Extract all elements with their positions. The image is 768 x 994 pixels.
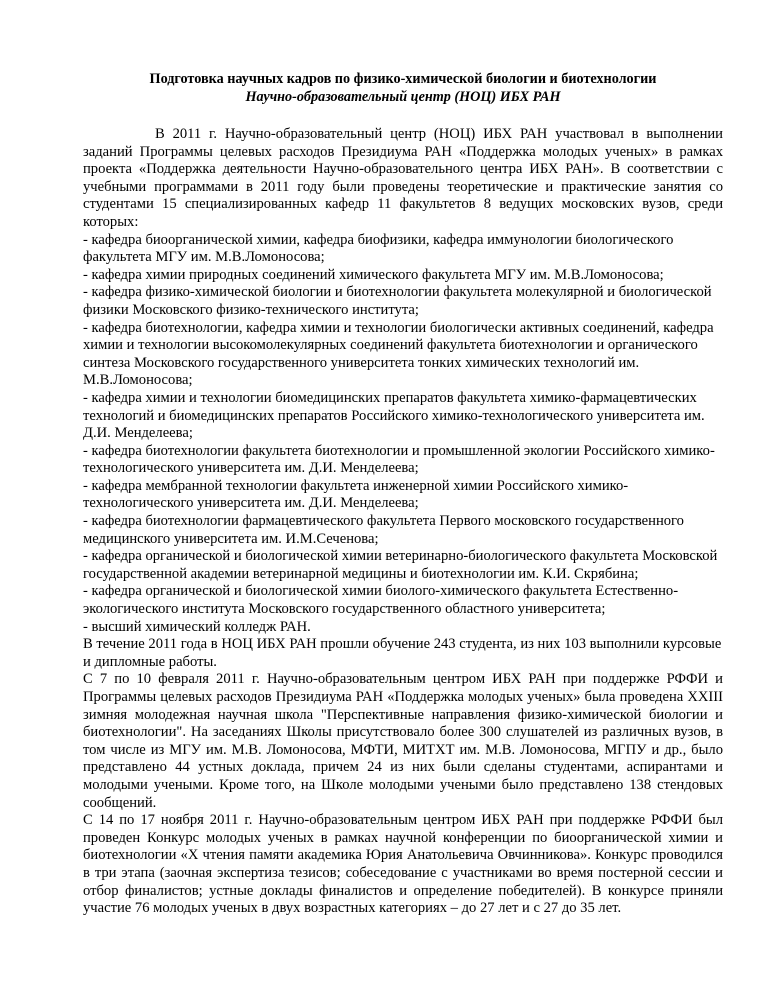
department-item: - кафедра химии и технологии биомедицинских препаратов факультета химико-фармацевтических технологий и биомедицинских препаратов Российского химико-технологического университета им. Д.И. Менделеева;	[83, 389, 705, 442]
department-item: - кафедра биотехнологии фармацевтического факультета Первого московского государственного медицинского университета им. И.М.Сеченова;	[83, 513, 684, 547]
department-item: - кафедра химии природных соединений химического факультета МГУ им. М.В.Ломоносова;	[83, 266, 664, 283]
department-item: - кафедра органической и биологической химии биолого-химического факультета Естественно-экологического института Московского государственного областного университета;	[83, 583, 679, 618]
department-item: - кафедра биотехнологии факультета биотехнологии и промышленной экологии Российского химико-технологического университета им. Д.И. Менделеева;	[83, 442, 715, 477]
school-paragraph: С 7 по 10 февраля 2011 г. Научно-образовательным центром ИБХ РАН при поддержке РФФИ и Программы целевых расходов Президиума РАН «Поддержка молодых ученых» была проведена XXIII зимняя молодежная научная школа "Перспективные направления физико-химической биологии и биотехнологии". На заседаниях Школы присутствовало более 300 слушателей из различных вузов, в том числе из МГУ им. М.В. Ломоносова, МФТИ, МИТХТ им. М.В. Ломоносова, МГПУ и др., было представлено 44 устных доклада, причем 24 из них были сделаны студентами, аспирантами и молодыми учеными. Кроме того, на Школе молодыми учеными было представлено 138 стендовых сообщений.	[83, 671, 723, 811]
department-item: - высший химический колледж РАН.	[83, 618, 311, 635]
contest-paragraph: С 14 по 17 ноября 2011 г. Научно-образовательным центром ИБХ РАН при поддержке РФФИ был проведен Конкурс молодых ученых в рамках научной конференции по биоорганической химии и биотехнологии «Х чтения памяти академика Юрия Анатольевича Овчинникова». Конкурс проводился в три этапа (заочная экспертиза тезисов; собеседование с участниками во время постерной сессии и отбор финалистов; устные доклады финалистов и определение победителей). В конкурсе приняли участие 76 молодых ученых в двух возрастных категориях – до 27 лет и с 27 до 35 лет.	[83, 812, 723, 917]
document-body	[83, 126, 723, 918]
training-paragraph: В течение 2011 года в НОЦ ИБХ РАН прошли обучение 243 студента, из них 103 выполнили курсовые и дипломные работы.	[83, 636, 722, 670]
document-page	[83, 0, 723, 918]
intro-paragraph: В 2011 г. Научно-образовательный центр (НОЦ) ИБХ РАН участвовал в выполнении заданий Программы целевых расходов Президиума РАН «Поддержка молодых ученых» в рамках проекта «Поддержка деятельности Научно-образовательного центра ИБХ РАН». В соответствии с учебными программами в 2011 году были проведены теоретические и практические занятия со студентами 15 специализированных кафедр 11 факультетов 8 ведущих московских вузов, среди которых:	[83, 126, 723, 230]
document-title: Подготовка научных кадров по физико-химической биологии и биотехнологии	[149, 71, 657, 87]
department-item: - кафедра биоорганической химии, кафедра биофизики, кафедра иммунологии биологического факультета МГУ им. М.В.Ломоносова;	[83, 231, 674, 266]
department-item: - кафедра биотехнологии, кафедра химии и технологии биологически активных соединений, кафедра химии и технологии высокомолекулярных соединений факультета биотехнологии и органического синтеза Московского государственного университета тонких химических технологий им. М.В.Ломоносова;	[83, 319, 714, 389]
department-item: - кафедра органической и биологической химии ветеринарно-биологического факультета Московской государственной академии ветеринарной медицины и биотехнологии им. К.И. Скрябина;	[83, 548, 718, 582]
document-subtitle: Научно-образовательный центр (НОЦ) ИБХ РАН	[245, 89, 561, 105]
department-item: - кафедра физико-химической биологии и биотехнологии факультета молекулярной и биологической физики Московского физико-технического института;	[83, 284, 712, 318]
title-block	[83, 70, 723, 106]
department-item: - кафедра мембранной технологии факультета инженерной химии Российского химико-технологического университета им. Д.И. Менделеева;	[83, 477, 629, 512]
